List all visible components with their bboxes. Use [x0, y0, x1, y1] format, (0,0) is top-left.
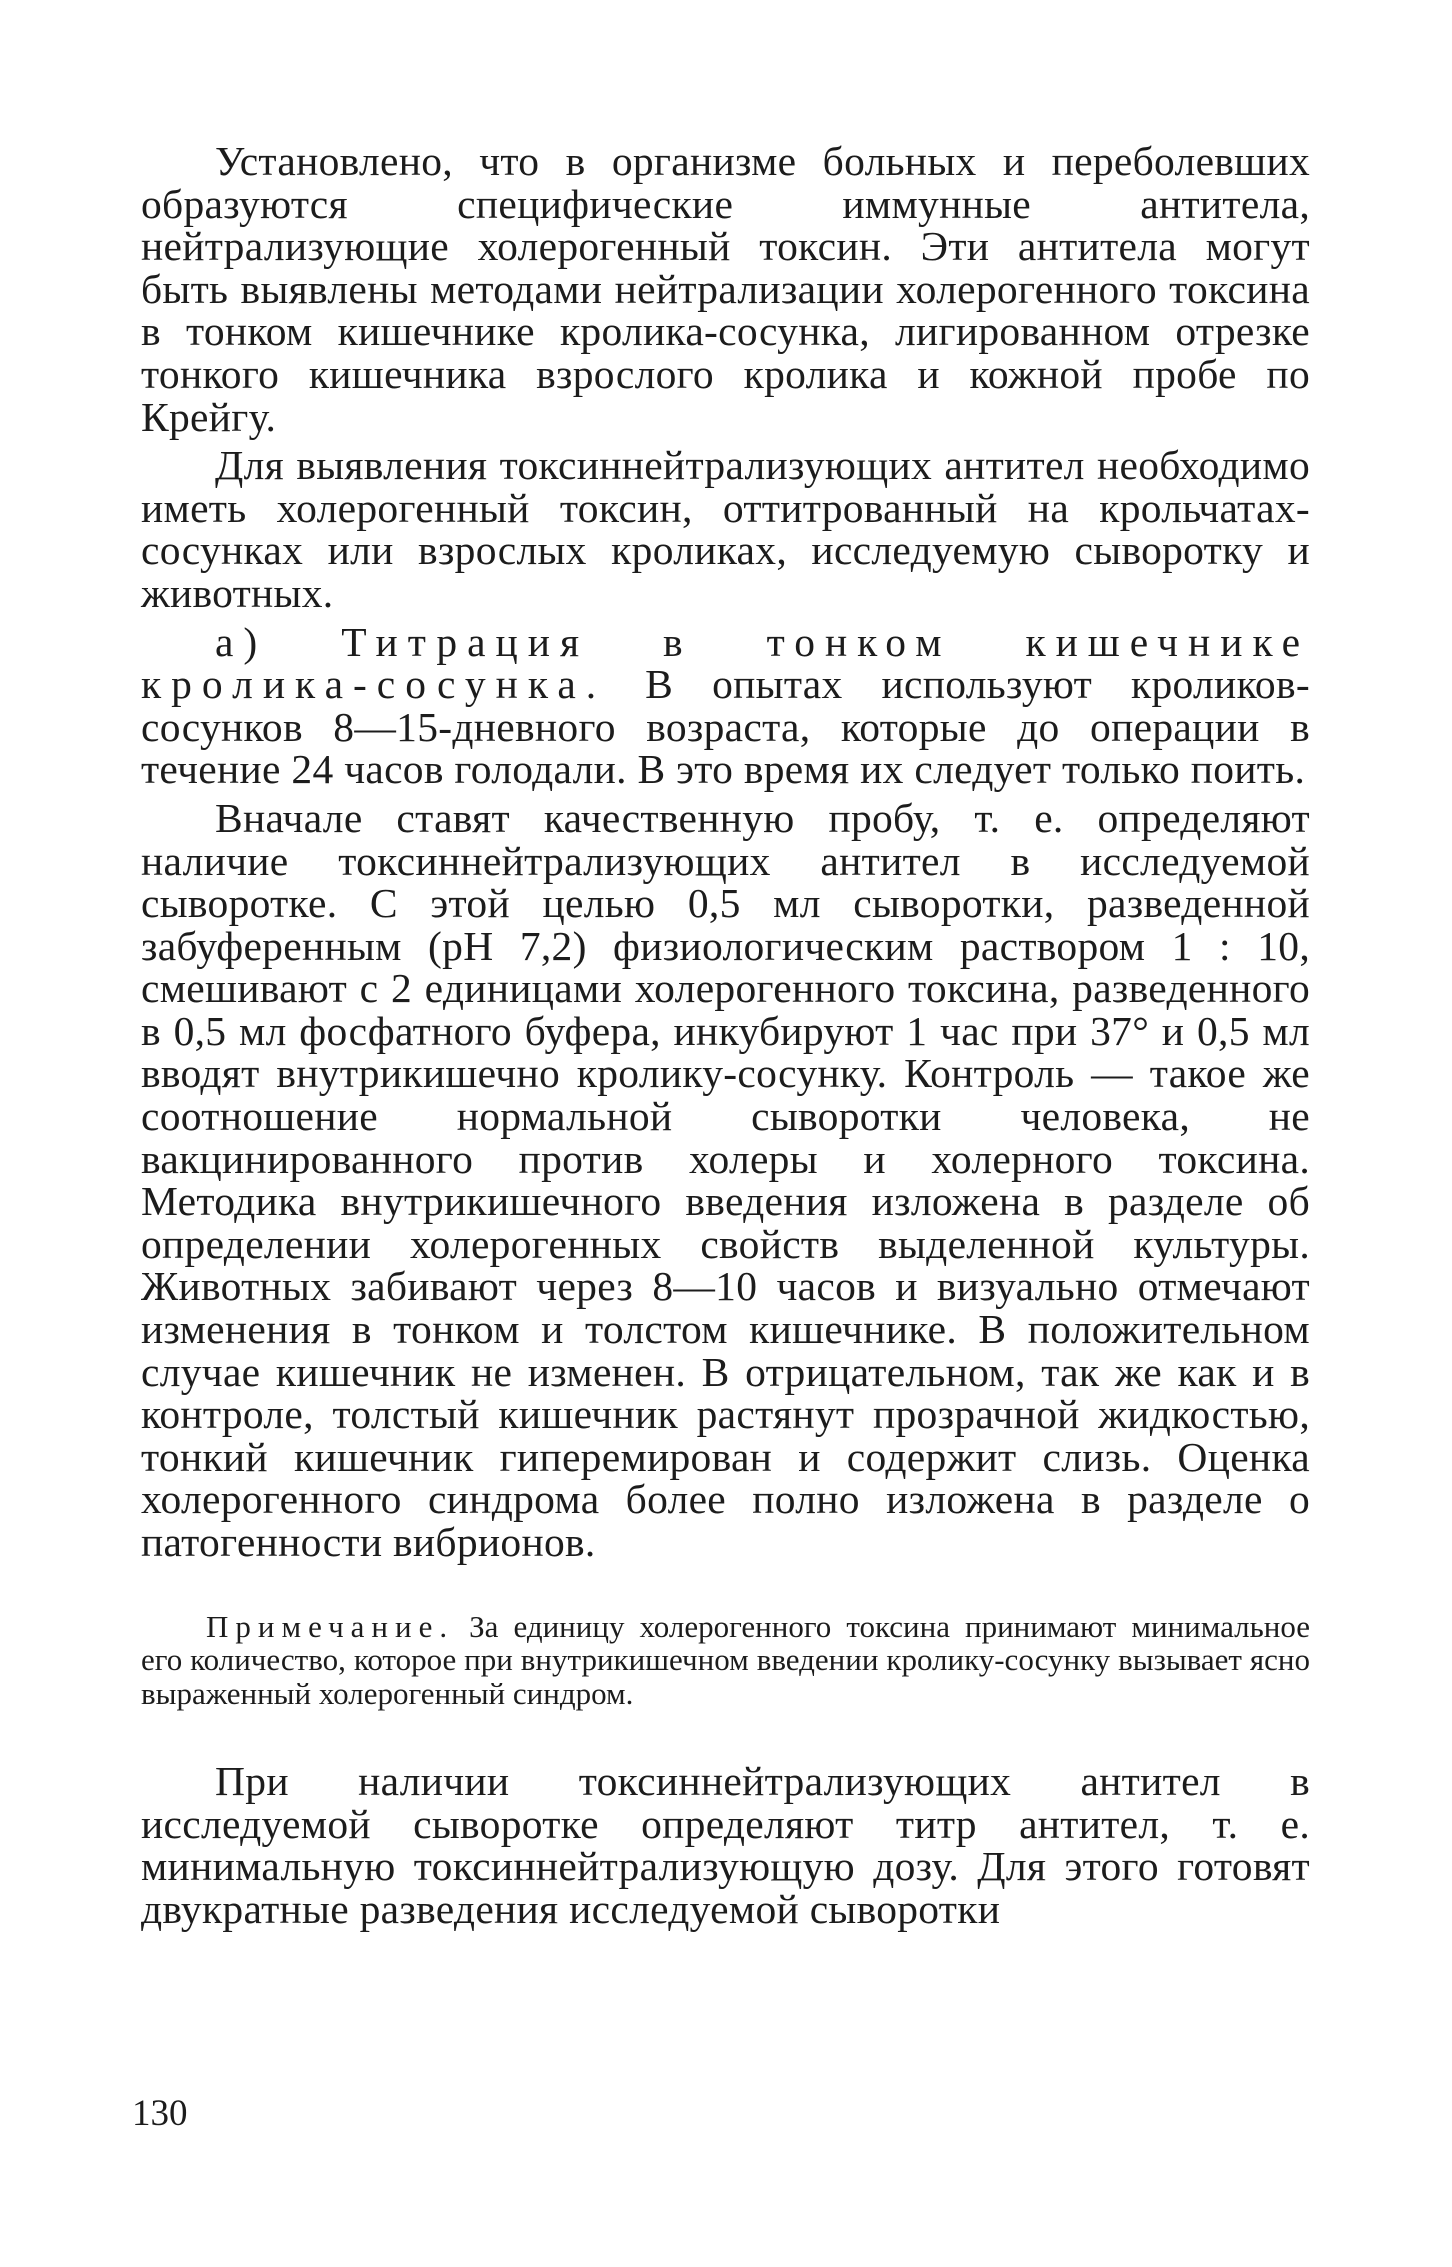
footnote	[141, 1610, 1310, 1711]
footnote-label: Примечание.	[206, 1608, 455, 1644]
paragraph-antibodies-intro: Установлено, что в организме больных и переболевших образуются специфические иммунные антитела, нейтрализующие холерогенный токсин. Эти антитела могут быть выявлены методами нейтрализации холерогенного токсина в тонком кишечнике кролика-сосунка, лигированном отрезке тонкого кишечника взрослого кролика и кожной пробе по Крейгу.	[141, 138, 1310, 440]
page-number: 130	[132, 2093, 188, 2134]
paragraph-titration-method	[141, 618, 1310, 793]
footnote-text: За единицу холерогенного токсина принимают минимальное его количество, которое при внутрикишечном введении кролику-сосунку вызывает ясно выраженный холерогенный синдром.	[141, 1608, 1310, 1711]
paragraph-detection-requirements: Для выявления токсиннейтрализующих антител необходимо иметь холерогенный токсин, оттитрованный на крольчатах-сосунках или взрослых кроликах, исследуемую сыворотку и животных.	[141, 442, 1310, 616]
paragraph-titer-determination: При наличии токсиннейтрализующих антител в исследуемой сыворотке определяют титр антител, т. е. минимальную токсиннейтрализующую дозу. Для этого готовят двукратные разведения исследуемой сыворотки	[141, 1758, 1310, 1932]
paragraph-qualitative-test: Вначале ставят качественную пробу, т. е. определяют наличие токсиннейтрализующих антител в исследуемой сыворотке. С этой целью 0,5 мл сыворотки, разведенной забуференным (рН 7,2) физиологическим раствором 1 : 10, смешивают с 2 единицами холерогенного токсина, разведенного в 0,5 мл фосфатного буфера, инкубируют 1 час при 37° и 0,5 мл вводят внутрикишечно кролику-сосунку. Контроль — такое же соотношение нормальной сыворотки человека, не вакцинированного против холеры и холерного токсина. Методика внутрикишечного введения изложена в разделе об определении холерогенных свойств выделенной культуры. Животных забивают через 8—10 часов и визуально отмечают изменения в тонком и толстом кишечнике. В положительном случае кишечник не изменен. В отрицательном, так же как и в контроле, толстый кишечник растянут прозрачной жидкостью, тонкий кишечник гиперемирован и содержит слизь. Оценка холерогенного синдрома более полно изложена в разделе о патогенности вибрионов.	[141, 794, 1310, 1565]
page-content	[141, 140, 1310, 1936]
section-heading-titration: а) Титрация в тонком кишечнике кролика-сосунка.	[141, 618, 1310, 708]
paragraph-titration-body: В опытах используют кроликов-сосунков 8—15-дневного возраста, которые до операции в течение 24 часов голодали. В это время их следует только поить.	[141, 661, 1310, 793]
